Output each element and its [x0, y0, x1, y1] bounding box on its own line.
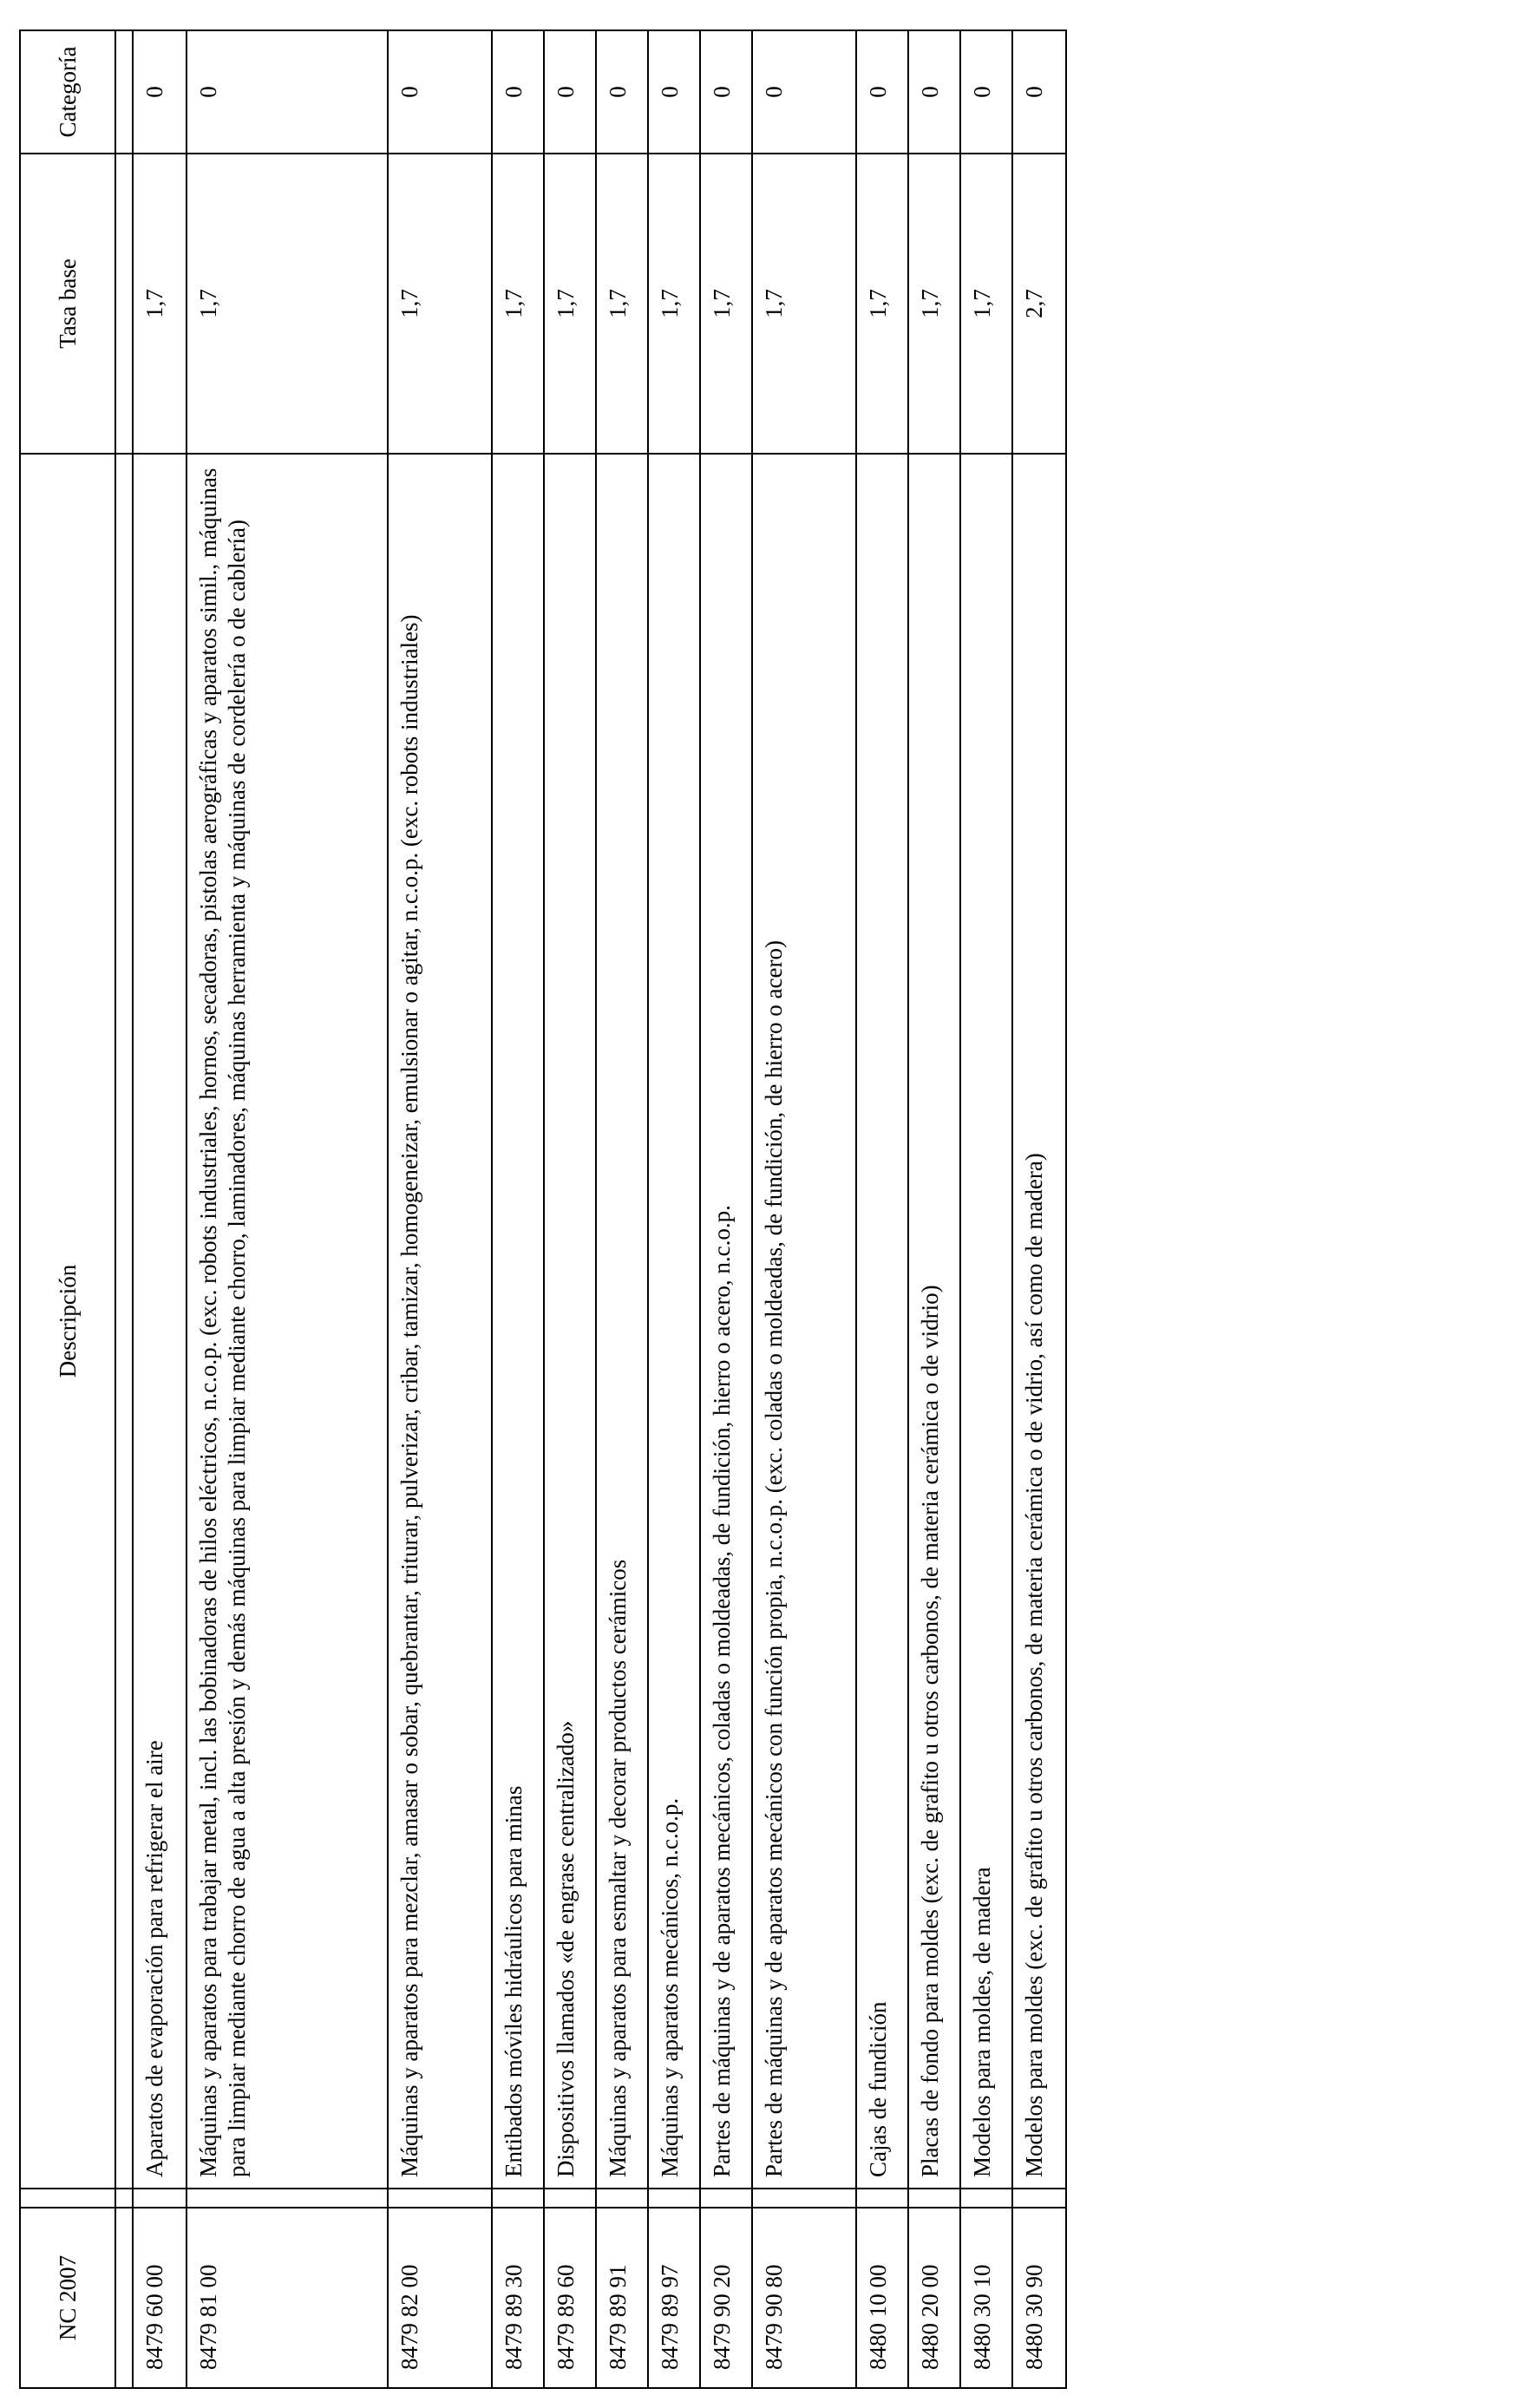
table-row [856, 30, 908, 2388]
description-cell: Máquinas y aparatos para mezclar, amasar o sobar, quebrantar, triturar, pulverizar, cribar, tamizar, homogeneizar, emulsionar o agitar, n.c.o.p. (exc. robots industriales) [388, 454, 492, 2189]
category-cell: 0 [1012, 30, 1066, 154]
category-cell: 0 [752, 30, 856, 154]
table-row [596, 30, 648, 2388]
gap-cell [908, 2189, 960, 2208]
code-cell: 8479 89 97 [648, 2208, 700, 2388]
table-row [133, 30, 187, 2388]
category-cell: 0 [700, 30, 752, 154]
table-row [960, 30, 1012, 2388]
rate-cell: 1,7 [960, 154, 1012, 454]
gap-cell [596, 2189, 648, 2208]
rate-cell: 1,7 [856, 154, 908, 454]
description-cell: Partes de máquinas y de aparatos mecánicos con función propia, n.c.o.p. (exc. coladas o moldeadas, de fundición, de hierro o acero) [752, 454, 856, 2189]
code-cell: 8479 81 00 [187, 2208, 388, 2388]
category-cell: 0 [908, 30, 960, 154]
gap-cell [856, 2189, 908, 2208]
description-cell: Aparatos de evaporación para refrigerar el aire [133, 454, 187, 2189]
code-cell: 8479 89 30 [492, 2208, 544, 2388]
rate-cell: 1,7 [752, 154, 856, 454]
gap-cell [492, 2189, 544, 2208]
category-cell: 0 [133, 30, 187, 154]
table-row [908, 30, 960, 2388]
gap-cell [544, 2189, 596, 2208]
code-cell: 8479 90 80 [752, 2208, 856, 2388]
rate-cell: 1,7 [187, 154, 388, 454]
category-cell: 0 [960, 30, 1012, 154]
gap-cell [187, 2189, 388, 2208]
table-row [544, 30, 596, 2388]
rate-cell: 1,7 [133, 154, 187, 454]
code-cell: 8479 90 20 [700, 2208, 752, 2388]
description-cell: Entibados móviles hidráulicos para minas [492, 454, 544, 2189]
table-row [648, 30, 700, 2388]
code-cell: 8480 10 00 [856, 2208, 908, 2388]
header-row [20, 30, 115, 2388]
category-cell: 0 [856, 30, 908, 154]
gap-cell [133, 2189, 187, 2208]
table-row [492, 30, 544, 2388]
header-description: Descripción [20, 454, 115, 2189]
rate-cell: 1,7 [700, 154, 752, 454]
gap-cell [648, 2189, 700, 2208]
description-cell: Máquinas y aparatos para trabajar metal, incl. las bobinadoras de hilos eléctricos, n.c.o.p. (exc. robots industriales, hornos, secadoras, pistolas aerográficas y aparatos simil., máquinas para limpiar mediante chorro de agua a alta presión y demás máquinas para limpiar mediante chorro, laminadores, máquinas herramienta y máquinas de cordelería o de cablería) [187, 454, 388, 2189]
category-cell: 0 [187, 30, 388, 154]
description-cell: Máquinas y aparatos para esmaltar y decorar productos cerámicos [596, 454, 648, 2189]
gap-cell [1012, 2189, 1066, 2208]
description-cell: Modelos para moldes, de madera [960, 454, 1012, 2189]
rate-cell: 2,7 [1012, 154, 1066, 454]
rate-cell: 1,7 [648, 154, 700, 454]
description-cell: Dispositivos llamados «de engrase centralizado» [544, 454, 596, 2189]
description-cell: Placas de fondo para moldes (exc. de grafito u otros carbonos, de materia cerámica o de vidrio) [908, 454, 960, 2189]
description-cell: Máquinas y aparatos mecánicos, n.c.o.p. [648, 454, 700, 2189]
rate-cell: 1,7 [388, 154, 492, 454]
table-row [187, 30, 388, 2388]
code-cell: 8479 89 91 [596, 2208, 648, 2388]
spacer-row [115, 30, 133, 2388]
description-cell: Cajas de fundición [856, 454, 908, 2189]
category-cell: 0 [388, 30, 492, 154]
code-cell: 8480 30 10 [960, 2208, 1012, 2388]
category-cell: 0 [492, 30, 544, 154]
category-cell: 0 [544, 30, 596, 154]
code-cell: 8479 82 00 [388, 2208, 492, 2388]
tariff-table [19, 29, 1067, 2389]
header-category: Categoría [20, 30, 115, 154]
gap-cell [960, 2189, 1012, 2208]
category-cell: 0 [648, 30, 700, 154]
code-cell: 8480 30 90 [1012, 2208, 1066, 2388]
gap-cell [388, 2189, 492, 2208]
gap-cell [700, 2189, 752, 2208]
table-row [1012, 30, 1066, 2388]
category-cell: 0 [596, 30, 648, 154]
table-row [752, 30, 856, 2388]
header-gap [20, 2189, 115, 2208]
rate-cell: 1,7 [544, 154, 596, 454]
header-code: NC 2007 [20, 2208, 115, 2388]
code-cell: 8479 89 60 [544, 2208, 596, 2388]
code-cell: 8479 60 00 [133, 2208, 187, 2388]
code-cell: 8480 20 00 [908, 2208, 960, 2388]
table-row [700, 30, 752, 2388]
rate-cell: 1,7 [596, 154, 648, 454]
rate-cell: 1,7 [492, 154, 544, 454]
rate-cell: 1,7 [908, 154, 960, 454]
gap-cell [752, 2189, 856, 2208]
table-row [388, 30, 492, 2388]
header-rate: Tasa base [20, 154, 115, 454]
description-cell: Modelos para moldes (exc. de grafito u otros carbonos, de materia cerámica o de vidrio, así como de madera) [1012, 454, 1066, 2189]
description-cell: Partes de máquinas y de aparatos mecánicos, coladas o moldeadas, de fundición, hierro o acero, n.c.o.p. [700, 454, 752, 2189]
